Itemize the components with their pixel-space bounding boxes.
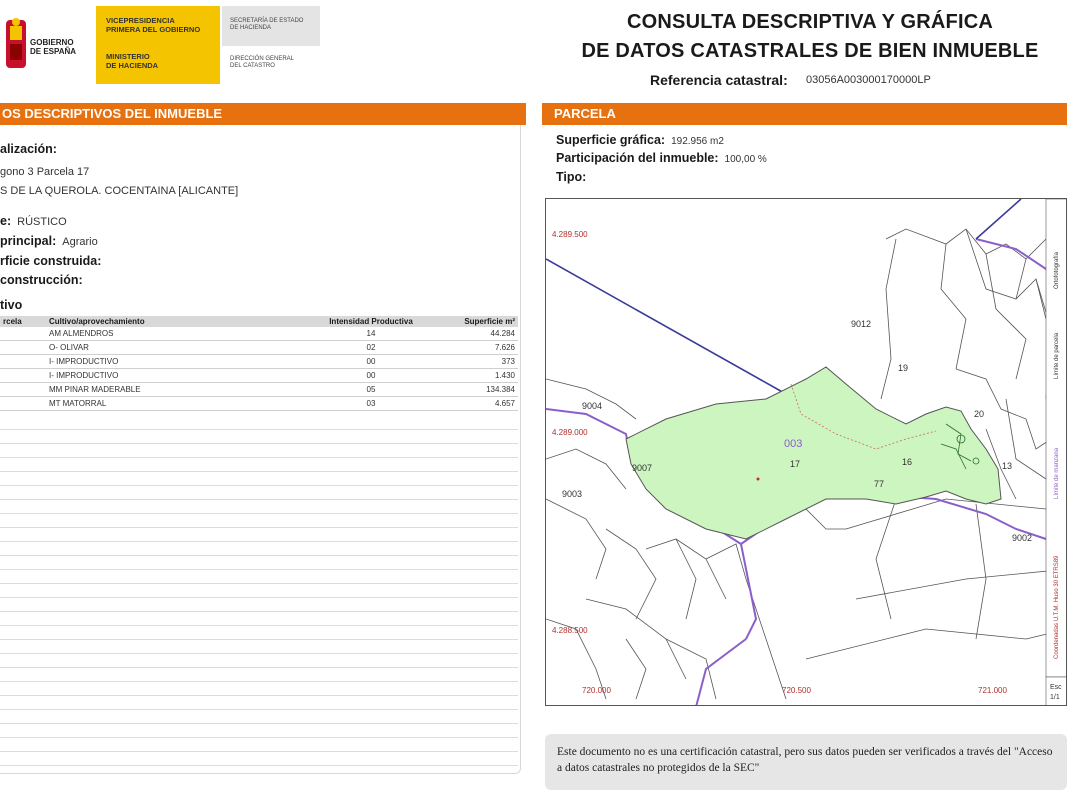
secretaria-text: SECRETARÍA DE ESTADO DE HACIENDA: [230, 18, 304, 31]
cultivo-cell: AM ALMENDROS: [46, 327, 312, 341]
gov-logo-text: GOBIERNO DE ESPAÑA: [30, 38, 77, 56]
ref-value: 03056A003000170000LP: [806, 74, 931, 86]
col-intensidad: Intensidad Productiva: [312, 316, 430, 327]
localizacion-line1: gono 3 Parcela 17: [0, 166, 90, 178]
superficie-grafica-row: [556, 133, 724, 147]
empty-table-rows: [0, 416, 518, 768]
label-16: 16: [902, 457, 913, 467]
scale-value: 1/1: [1050, 694, 1060, 701]
superficie-cell: 7.626: [430, 341, 518, 355]
table-row: [0, 341, 518, 355]
map-drawing: [546, 199, 1067, 706]
col-subparcela: rcela: [0, 316, 46, 327]
ministry-banner: [96, 6, 220, 84]
crop-table: [0, 316, 518, 411]
coord-x2: 720.500: [782, 686, 811, 695]
table-row: [0, 397, 518, 411]
cultivo-cell: I- IMPRODUCTIVO: [46, 355, 312, 369]
superficie-cell: 373: [430, 355, 518, 369]
coord-top-left: 4.289.500: [552, 230, 588, 239]
cadastral-map[interactable]: [545, 198, 1067, 706]
superficie-cell: 134.384: [430, 383, 518, 397]
title-line2: DE DATOS CATASTRALES DE BIEN INMUEBLE: [581, 40, 1039, 62]
label-13: 13: [1002, 461, 1013, 471]
label-77: 77: [874, 479, 885, 489]
cultivo-label: tivo: [0, 298, 23, 312]
superficie-cell: 1.430: [430, 369, 518, 383]
col-cultivo: Cultivo/aprovechamiento: [46, 316, 312, 327]
parcel-17-area[interactable]: [626, 367, 1001, 539]
ref-label: Referencia catastral:: [650, 72, 788, 88]
parcela-header: PARCELA: [542, 103, 1067, 125]
intensidad-cell: 03: [312, 397, 430, 411]
coord-mid-left: 4.289.000: [552, 428, 588, 437]
coord-x1: 720.000: [582, 686, 611, 695]
ministry-line1: VICEPRESIDENCIA PRIMERA DEL GOBIERNO: [106, 16, 201, 34]
polygon-number-label: [784, 438, 802, 450]
intensidad-cell: 00: [312, 369, 430, 383]
poligono-label: 003: [784, 438, 803, 450]
direccion-text: DIRECCIÓN GENERAL DEL CATASTRO: [230, 56, 295, 69]
label-20: 20: [974, 409, 985, 419]
legend-manzana: Límite de manzana: [1054, 447, 1060, 499]
cultivo-cell: MT MATORRAL: [46, 397, 312, 411]
label-9004: 9004: [582, 401, 603, 411]
table-row: [0, 369, 518, 383]
coat-of-arms-icon: [2, 16, 32, 76]
label-19: 19: [898, 363, 909, 373]
polygon-boundary: [546, 199, 1021, 394]
label-9007: 9007: [632, 463, 653, 473]
coord-x3: 721.000: [978, 686, 1007, 695]
uso-row: [0, 234, 98, 248]
superficie-cell: 44.284: [430, 327, 518, 341]
crop-table-header: [0, 316, 518, 327]
clase-row: [0, 214, 67, 228]
participacion-row: [556, 151, 767, 165]
legend-parcela: Límite de parcela: [1054, 332, 1060, 379]
participacion-label: Participación del inmueble:: [556, 151, 719, 165]
clase-label: e:: [0, 214, 12, 228]
secretaria-box: [222, 6, 320, 46]
disclaimer-notice: Este documento no es una certificación catastral, pero sus datos pueden ser verificados a través del "Acceso a datos catastrales no protegidos de la SEC": [545, 734, 1067, 790]
superficie-grafica-value: 192.956 m2: [671, 136, 724, 147]
table-row: [0, 327, 518, 341]
clase-value: RÚSTICO: [17, 216, 67, 228]
coord-bottom-left: 4.288.500: [552, 626, 588, 635]
cultivo-cell: O- OLIVAR: [46, 341, 312, 355]
parcel-centroid-marker: [757, 478, 760, 481]
localizacion-label: alización:: [0, 142, 57, 156]
col-superficie: Superficie m²: [430, 316, 518, 327]
superficie-grafica-label: Superficie gráfica:: [556, 133, 666, 147]
uso-value: Agrario: [62, 236, 98, 248]
cultivo-cell: MM PINAR MADERABLE: [46, 383, 312, 397]
uso-label: principal:: [0, 234, 57, 248]
government-logo: [0, 6, 96, 84]
legend-coord: Coordenadas U.T.M. Huso 30 ETRS89: [1054, 555, 1060, 659]
participacion-value: 100,00 %: [724, 154, 767, 165]
scale-label: Esc: [1050, 684, 1062, 691]
document-title: [560, 8, 1060, 66]
title-line1: CONSULTA DESCRIPTIVA Y GRÁFICA: [626, 11, 994, 33]
descriptive-data-header: OS DESCRIPTIVOS DEL INMUEBLE: [0, 103, 526, 125]
table-row: [0, 383, 518, 397]
anio-construccion-label: construcción:: [0, 273, 83, 287]
legend-ortho: Ortofotografía: [1054, 251, 1060, 289]
intensidad-cell: 02: [312, 341, 430, 355]
label-9012: 9012: [851, 319, 872, 329]
label-9003: 9003: [562, 489, 583, 499]
intensidad-cell: 00: [312, 355, 430, 369]
superficie-cell: 4.657: [430, 397, 518, 411]
table-row: [0, 355, 518, 369]
cultivo-cell: I- IMPRODUCTIVO: [46, 369, 312, 383]
intensidad-cell: 05: [312, 383, 430, 397]
ministry-line2: MINISTERIO DE HACIENDA: [106, 52, 159, 70]
localizacion-line2: S DE LA QUEROLA. COCENTAINA [ALICANTE]: [0, 185, 239, 197]
tipo-label: Tipo:: [556, 170, 587, 184]
parcel-17-label: 17: [790, 459, 801, 469]
superficie-construida-label: rficie construida:: [0, 254, 102, 268]
intensidad-cell: 14: [312, 327, 430, 341]
scale-box: [1046, 677, 1067, 706]
label-9002: 9002: [1012, 533, 1033, 543]
